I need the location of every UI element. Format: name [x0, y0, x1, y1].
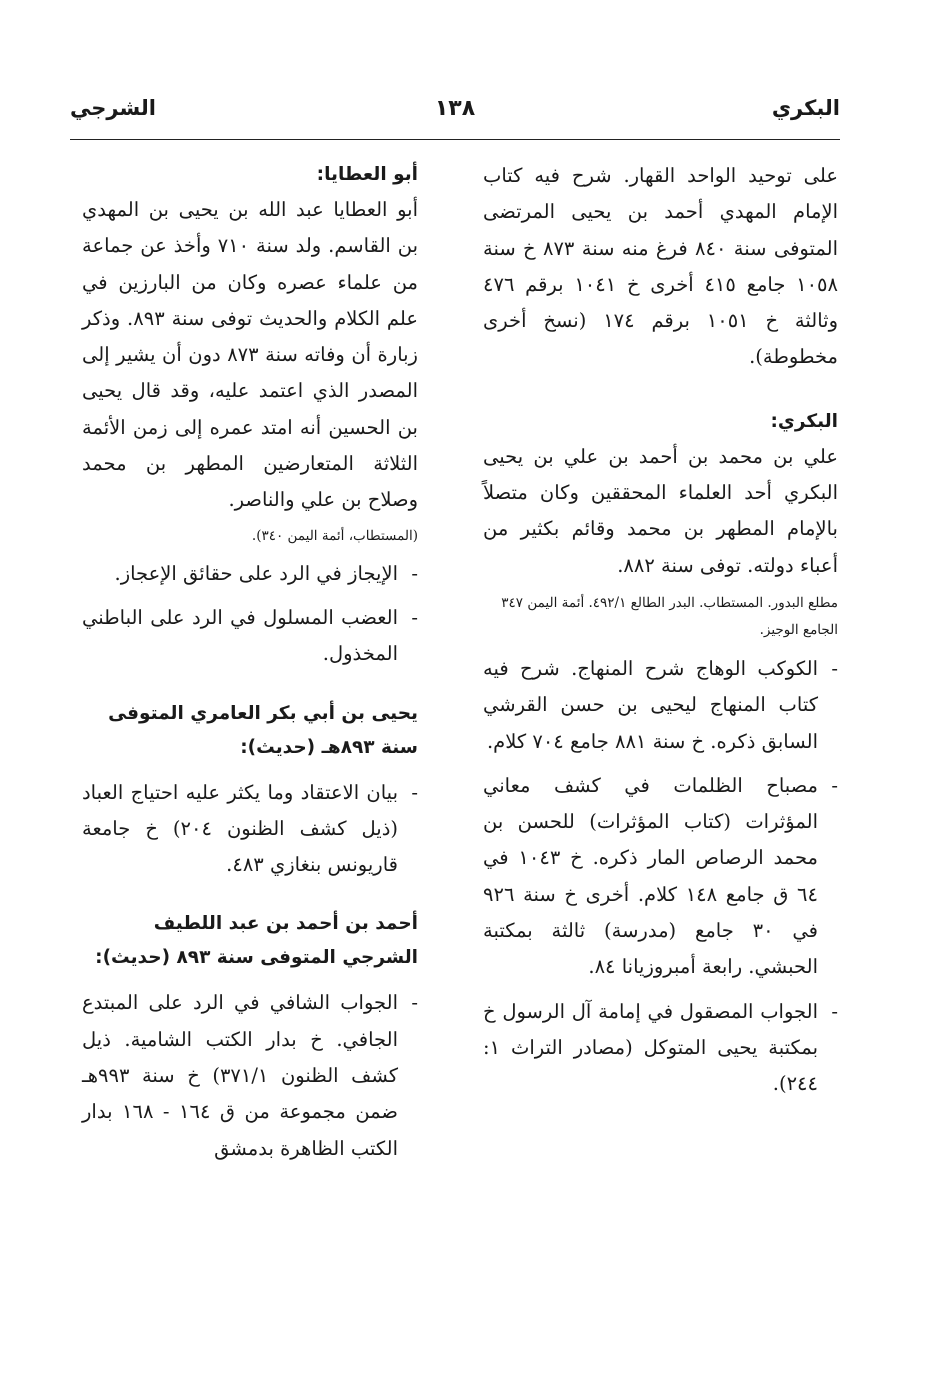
entry-refs-bakri: مطلع البدور. المستطاب. البدر الطالع ٤٩٢/١. أئمة اليمن ٣٤٧ الجامع الوجيز.: [501, 594, 838, 638]
work-text: الكوكب الوهاج شرح المنهاج. شرح فيه كتاب المنهاج ليحيى بن حسن القرشي السابق ذكره. خ سنة ٨٨١ جامع ٧٠٤ كلام.: [483, 656, 818, 753]
entry-heading-sharji: أحمد بن أحمد بن عبد اللطيف الشرجي المتوفى سنة ٨٩٣ (حديث):: [95, 913, 418, 969]
dash-bullet: -: [831, 656, 838, 680]
entry-refs-abu-al-ataya: (المستطاب، أئمة اليمن ٣٤٠).: [251, 527, 418, 544]
work-text: العضب المسلول في الرد على الباطني المخذول.: [82, 605, 398, 666]
right-column: [483, 158, 838, 1103]
dash-bullet: -: [411, 605, 418, 629]
entry-heading-bakri: البكري:: [770, 410, 838, 432]
intro-paragraph: على توحيد الواحد القهار. شرح فيه كتاب الإمام المهدي أحمد بن يحيى المرتضى المتوفى سنة ٨٤٠ فرغ منه سنة ٨٧٣ خ سنة ١٠٥٨ جامع ٤١٥ أخرى خ ١٠٤١ برقم ٤٧٦ وثالثة خ ١٠٥١ برقم ١٧٤ (نسخ أخرى مخطوطة).: [483, 164, 838, 369]
work-text: مصباح الظلمات في كشف معاني المؤثرات (كتاب المؤثرات) للحسن بن محمد الرصاص المار ذكره. خ ١٠٤٣ في ٦٤ ق جامع ١٤٨ كلام. أخرى خ سنة ٩٢٦ في ٣٠ جامع (مدرسة) ثالثة بمكتبة الحبشي. رابعة أمبروزيانا ٨٤.: [483, 773, 818, 979]
work-item: [82, 600, 418, 673]
running-header: [70, 96, 840, 136]
entry-bio-bakri: علي بن محمد بن أحمد بن علي بن يحيى البكري أحد العلماء المحققين وكان متصلاً بالإمام المطهر بن محمد وقائم بكثير من أعباء دولته. توفى سنة ٨٨٢.: [483, 444, 838, 577]
page-number: ١٣٨: [434, 96, 476, 121]
header-rule: [70, 139, 840, 140]
header-left-title: الشرجي: [70, 96, 156, 120]
work-text: الإيجاز في الرد على حقائق الإعجاز.: [114, 561, 398, 585]
work-text: الجواب الشافي في الرد على المبتدع الجافي. خ بدار الكتب الشامية. ذيل كشف الظنون ٣٧١/١) خ سنة ٩٩٣هـ ضمن مجموعة من ق ١٦٤ - ١٦٨ بدار الكتب الظاهرة بدمشق: [82, 991, 398, 1160]
work-item: [483, 651, 838, 760]
dash-bullet: -: [411, 561, 418, 585]
work-item: [483, 994, 838, 1103]
header-right-title: البكري: [771, 96, 840, 120]
dash-bullet: -: [831, 773, 838, 797]
dash-bullet: -: [411, 780, 418, 804]
work-item: [82, 775, 418, 884]
entry-heading-abu-al-ataya: أبو العطايا:: [316, 164, 418, 185]
left-column: [82, 158, 418, 1167]
work-item: [82, 556, 418, 592]
entry-bio-abu-al-ataya: أبو العطايا عبد الله بن يحيى بن المهدي بن القاسم. ولد سنة ٧١٠ وأخذ عن جماعة من علماء عصره وكان من البارزين في علم الكلام والحديث توفى سنة ٨٩٣. وذكر زبارة أن وفاته سنة ٨٧٣ دون أن يشير إلى المصدر الذي اعتمد عليه، وقد قال يحيى بن الحسين أنه امتد عمره إلى زمن الأئمة الثلاثة المتعارضين المطهر بن محمد وصلاح بن علي والناصر.: [82, 198, 418, 512]
work-item: [82, 985, 418, 1166]
entry-heading-amiri: يحيى بن أبي بكر العامري المتوفى سنة ٨٩٣هـ (حديث):: [108, 702, 418, 758]
work-text: الجواب المصقول في إمامة آل الرسول خ بمكتبة يحيى المتوكل (مصادر التراث ١: ٢٤٤).: [483, 999, 818, 1096]
dash-bullet: -: [411, 991, 418, 1015]
dash-bullet: -: [831, 999, 838, 1023]
work-text: بيان الاعتقاد وما يكثر عليه احتياج العباد (ذيل كشف الظنون ٢٠٤) خ جامعة قاريونس بنغازي ٤٨٣.: [82, 780, 398, 877]
work-item: [483, 768, 838, 986]
